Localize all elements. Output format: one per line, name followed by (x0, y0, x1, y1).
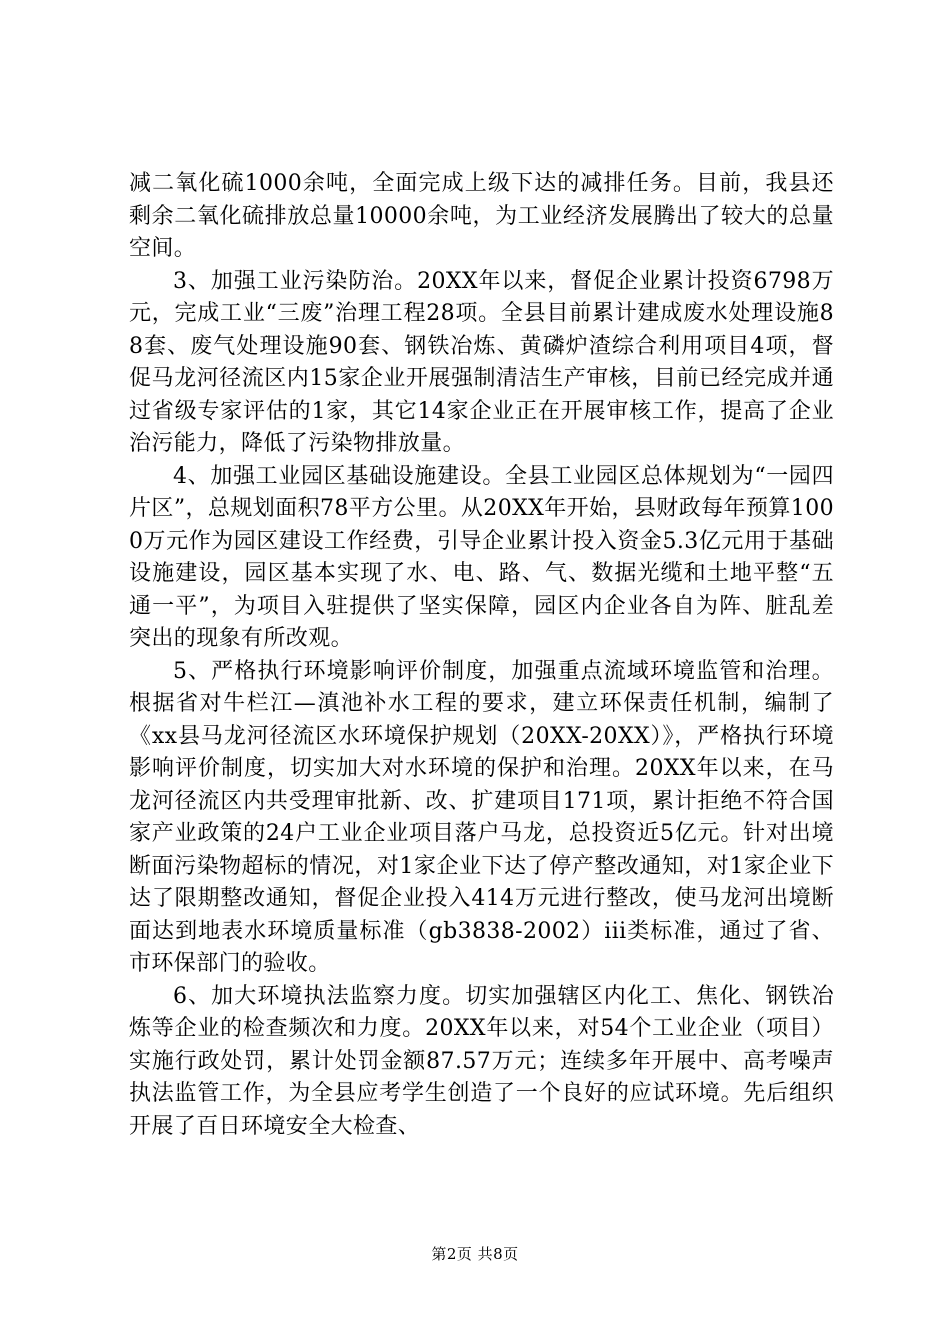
document-body (129, 168, 834, 1143)
page-number-footer: 第2页 共8页 (431, 1245, 519, 1263)
paragraph-continuation: 减二氧化硫1000余吨，全面完成上级下达的减排任务。目前，我县还剩余二氧化硫排放总量10000余吨，为工业经济发展腾出了较大的总量空间。 (129, 171, 834, 261)
paragraph-environmental-assessment: 5、严格执行环境影响评价制度，加强重点流域环境监管和治理。根据省对牛栏江—滇池补水工程的要求，建立环保责任机制，编制了《xx县马龙河径流区水环境保护规划（20XX-20XX）》，严格执行环境影响评价制度，切实加大对水环境的保护和治理。20XX年以来，在马龙河径流区内共受理审批新、改、扩建项目171项，累计拒绝不符合国家产业政策的24户工业企业项目落户马龙，总投资近5亿元。针对出境断面污染物超标的情况，对1家企业下达了停产整改通知，对1家企业下达了限期整改通知，督促企业投入414万元进行整改，使马龙河出境断面达到地表水环境质量标准（gb3838-2002）iii类标准，通过了省、市环保部门的验收。 (129, 658, 834, 976)
paragraph-industrial-pollution: 3、加强工业污染防治。20XX年以来，督促企业累计投资6798万元，完成工业“三废”治理工程28项。全县目前累计建成废水处理设施88套、废气处理设施90套、钢铁冶炼、黄磷炉渣综合利用项目4项，督促马龙河径流区内15家企业开展强制清洁生产审核，目前已经完成并通过省级专家评估的1家，其它14家企业正在开展审核工作，提高了企业治污能力，降低了污染物排放量。 (129, 268, 834, 456)
paragraph-law-enforcement: 6、加大环境执法监察力度。切实加强辖区内化工、焦化、钢铁冶炼等企业的检查频次和力度。20XX年以来，对54个工业企业（项目）实施行政处罚，累计处罚金额87.57万元；连续多年开展中、高考噪声执法监管工作，为全县应考学生创造了一个良好的应试环境。先后组织开展了百日环境安全大检查、 (129, 983, 834, 1139)
paragraph-industrial-park: 4、加强工业园区基础设施建设。全县工业园区总体规划为“一园四片区”，总规划面积78平方公里。从20XX年开始，县财政每年预算1000万元作为园区建设工作经费，引导企业累计投入资金5.3亿元用于基础设施建设，园区基本实现了水、电、路、气、数据光缆和土地平整“五通一平”，为项目入驻提供了坚实保障，园区内企业各自为阵、脏乱差突出的现象有所改观。 (129, 463, 834, 651)
